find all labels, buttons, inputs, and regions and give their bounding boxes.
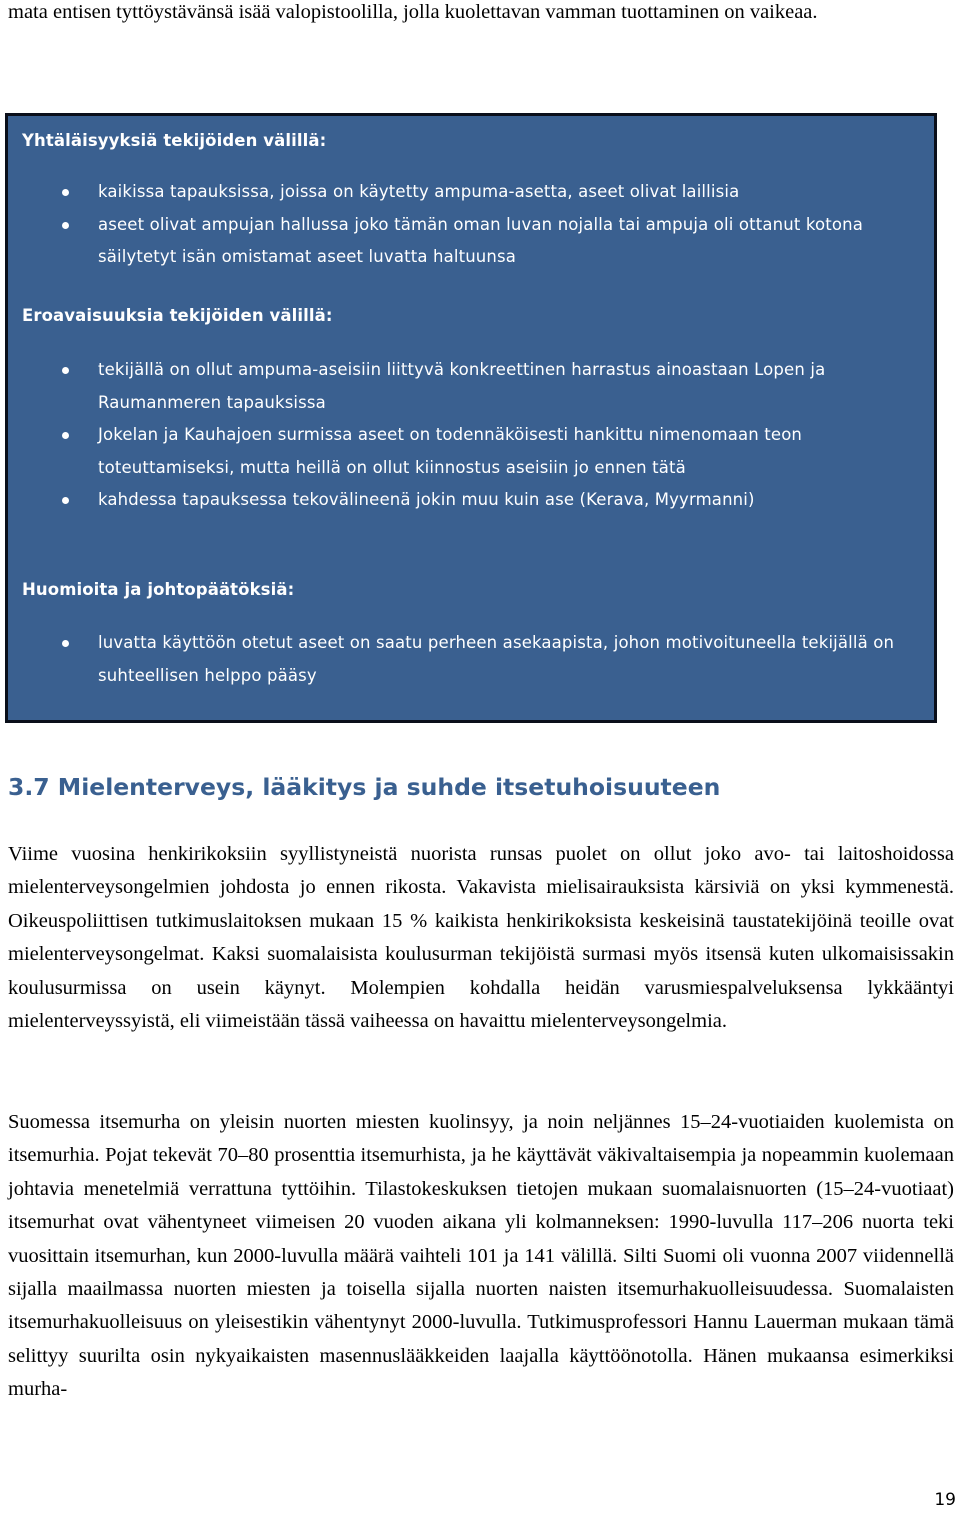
bullet-icon	[62, 189, 69, 196]
list-item	[8, 176, 934, 209]
list-item	[8, 419, 934, 484]
list-item-text: tekijällä on ollut ampuma-aseisiin liittyvä konkreettinen harrastus ainoastaan Lopen ja Raumanmeren tapauksissa	[98, 360, 826, 412]
observations-list	[8, 627, 934, 692]
intro-paragraph: mata entisen tyttöystävänsä isää valopistoolilla, jolla kuolettavan vamman tuottaminen on vaikeaa.	[8, 1, 818, 23]
observations-heading: Huomioita ja johtopäätöksiä:	[22, 580, 295, 599]
similarities-heading: Yhtäläisyyksiä tekijöiden välillä:	[22, 131, 327, 150]
summary-box	[5, 113, 937, 723]
body-paragraph: Viime vuosina henkirikoksiin syyllistyneistä nuorista runsas puolet on ollut joko avo- tai laitoshoidossa mielenterveysongelmien johdosta jo ennen rikosta. Vakavista mielisairauksista kärsiviä on yksi kymmenestä. Oikeuspoliittisen tutkimuslaitoksen mukaan 15 % kaikista henkirikoksista keskeisinä taustatekijöinä teoille ovat mielenterveysongelmat. Kaksi suomalaisista koulusurman tekijöistä surmasi myös itsensä kuten ulkomaisissakin koulusurmissa on usein käynyt. Molempien kohdalla heidän varusmiespalveluksensa lykkääntyi mielenterveyssyistä, eli viimeistään tässä vaiheessa on havaittu mielenterveysongelmia.	[8, 843, 954, 1033]
similarities-list	[8, 176, 934, 274]
page-number: 19	[934, 1490, 956, 1510]
bullet-icon	[62, 640, 69, 647]
differences-list	[8, 354, 934, 517]
body-paragraph: Suomessa itsemurha on yleisin nuorten miesten kuolinsyy, ja noin neljännes 15–24-vuotiaiden kuolemista on itsemurhia. Pojat tekevät 70–80 prosenttia itsemurhista, ja he käyttävät väkivaltaisempia ja nopeammin kuolemaan johtavia menetelmiä verrattuna tyttöihin. Tilastokeskuksen tietojen mukaan suomalaisnuorten (15–24-vuotiaat) itsemurhat ovat vähentyneet viimeisen 20 vuoden aikana yli kolmanneksen: 1990-luvulla 117–206 nuorta teki vuosittain itsemurhan, kun 2000-luvulla määrä vaihteli 101 ja 141 välillä. Silti Suomi oli vuonna 2007 viidennellä sijalla maailmassa nuorten miesten ja toisella sijalla nuorten naisten itsemurhakuolleisuudessa. Suomalaisten itsemurhakuolleisuus on yleisestikin vähentynyt 2000-luvulla. Tutkimusprofessori Hannu Lauerman mukaan tämä selittyy suurilta osin nykyaikaisten masennuslääkkeiden laajalla käyttöönotolla. Hänen mukaansa esimerkiksi murha-	[8, 1111, 954, 1401]
bullet-icon	[62, 432, 69, 439]
bullet-icon	[62, 497, 69, 504]
list-item	[8, 484, 934, 517]
list-item-text: luvatta käyttöön otetut aseet on saatu perheen asekaapista, johon motivoituneella tekijällä on suhteellisen helppo pääsy	[98, 633, 895, 685]
list-item	[8, 209, 934, 274]
list-item-text: kahdessa tapauksessa tekovälineenä jokin muu kuin ase (Kerava, Myyrmanni)	[98, 490, 755, 509]
bullet-icon	[62, 222, 69, 229]
list-item	[8, 354, 934, 419]
list-item	[8, 627, 934, 692]
list-item-text: Jokelan ja Kauhajoen surmissa aseet on todennäköisesti hankittu nimenomaan teon toteuttamiseksi, mutta heillä on ollut kiinnostus aseisiin jo ennen tätä	[98, 425, 803, 477]
list-item-text: aseet olivat ampujan hallussa joko tämän oman luvan nojalla tai ampuja oli ottanut kotona säilytetyt isän omistamat aseet luvatta haltuunsa	[98, 214, 863, 266]
list-item-text: kaikissa tapauksissa, joissa on käytetty ampuma-asetta, aseet olivat laillisia	[98, 182, 740, 201]
section-title: 3.7 Mielenterveys, lääkitys ja suhde itsetuhoisuuteen	[8, 773, 721, 801]
differences-heading: Eroavaisuuksia tekijöiden välillä:	[22, 306, 333, 325]
bullet-icon	[62, 367, 69, 374]
